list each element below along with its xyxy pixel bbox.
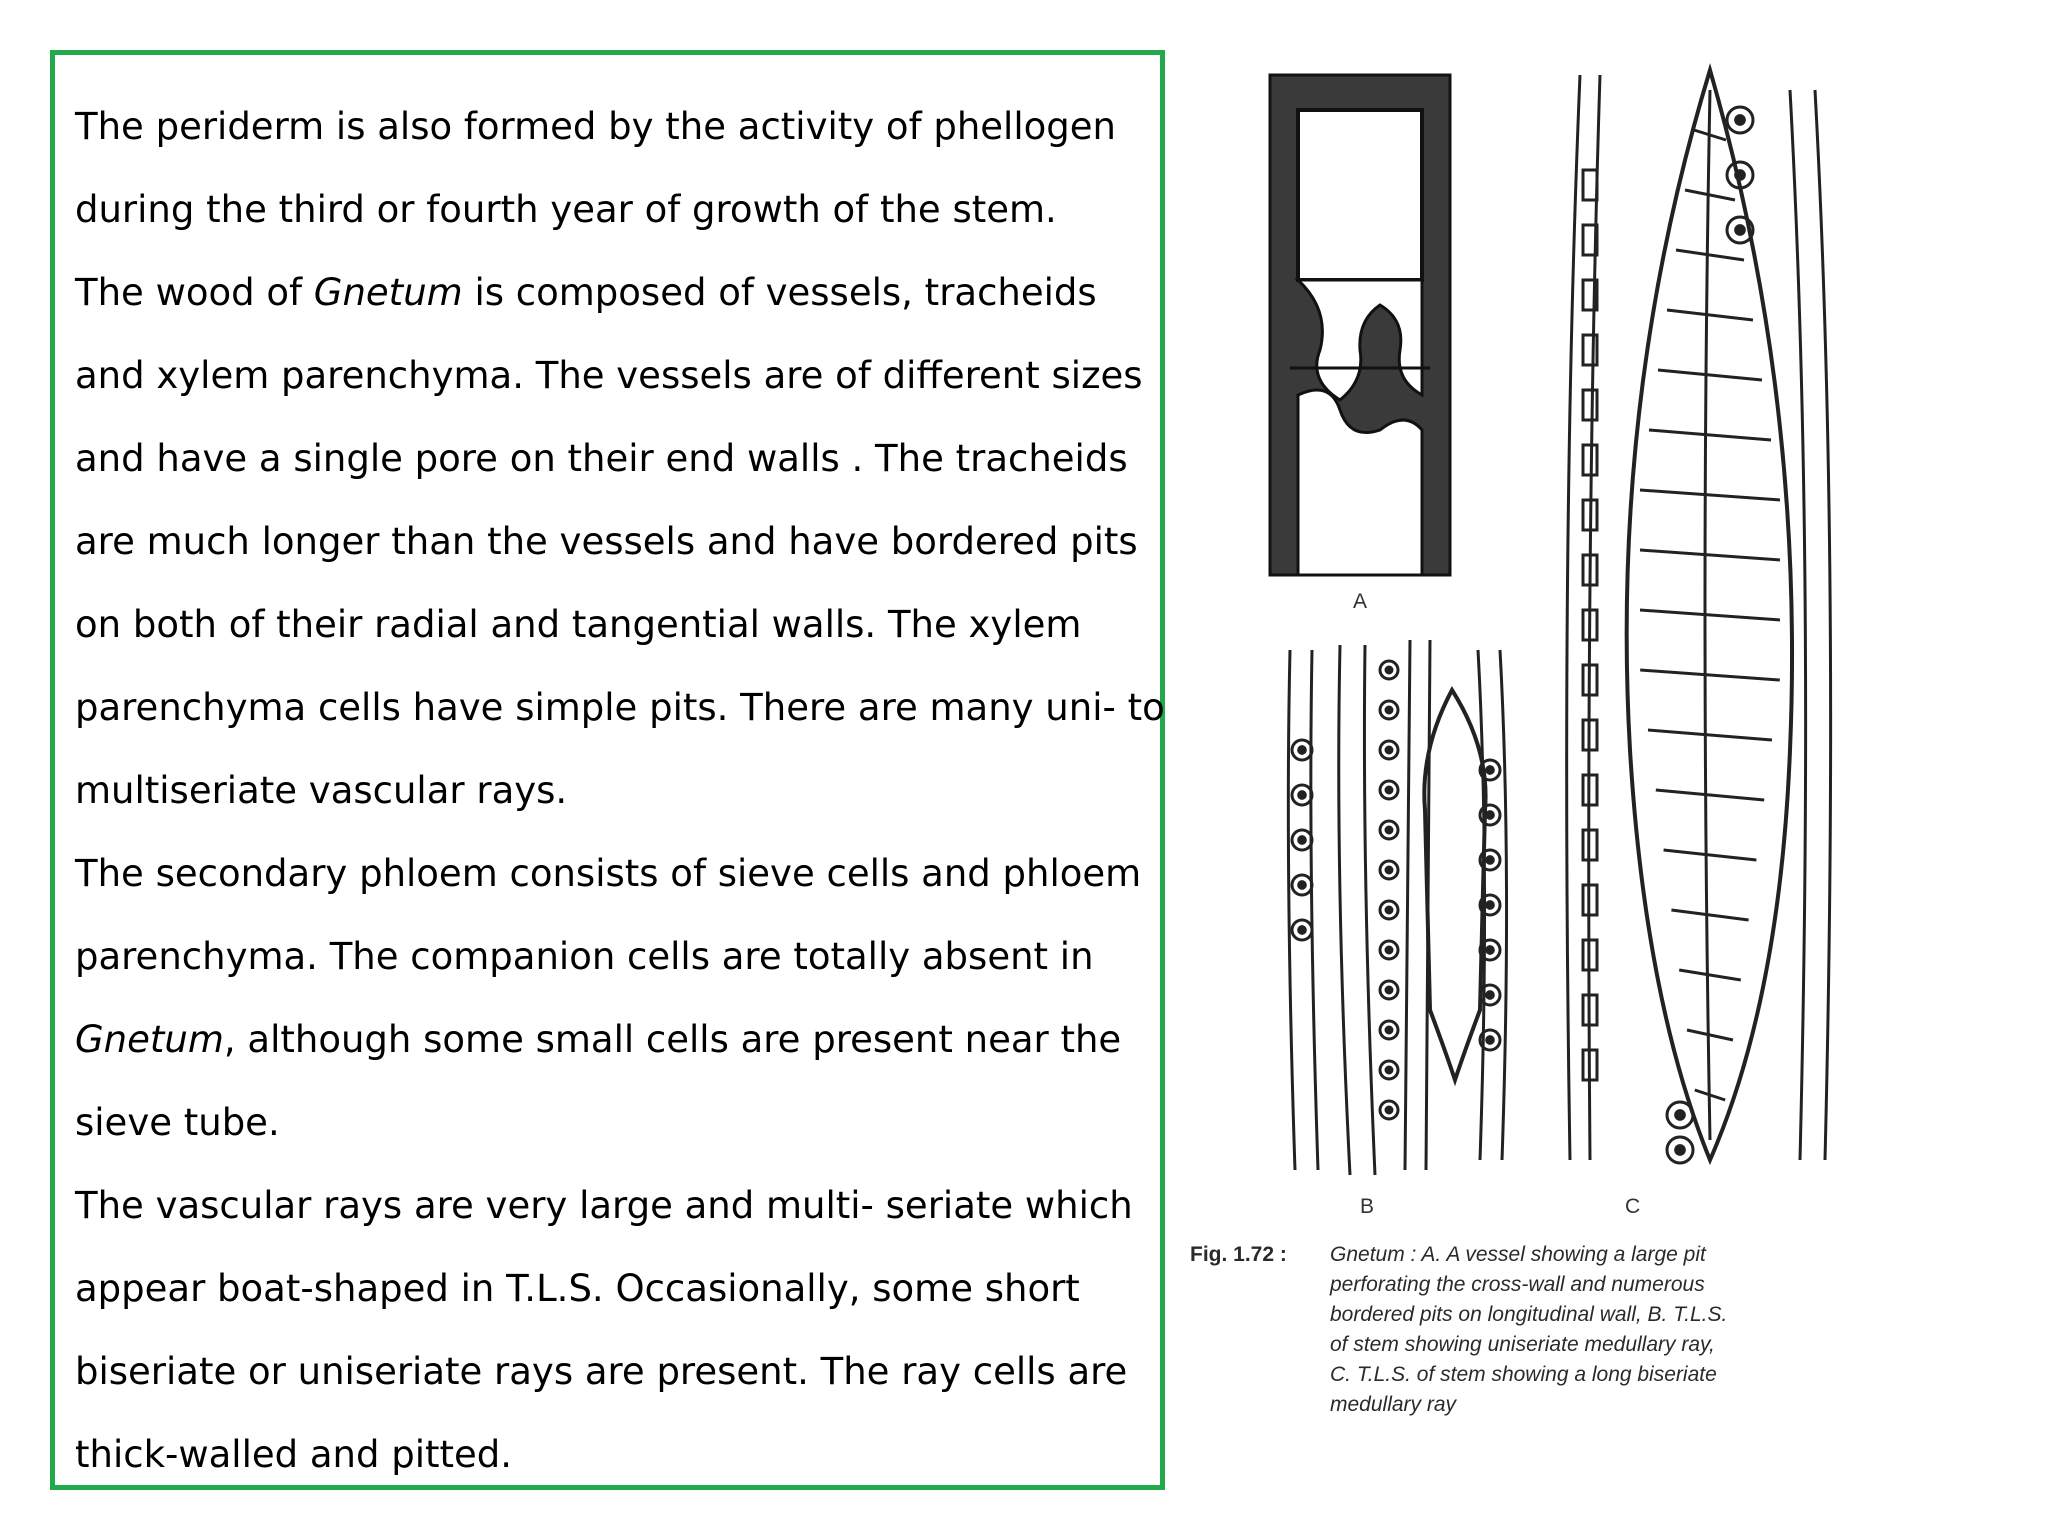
caption-line: Gnetum : A. A vessel showing a large pit	[1330, 1243, 1706, 1266]
pit-aperture	[1386, 747, 1392, 753]
pit-aperture	[1386, 1027, 1392, 1033]
ray-cell-wall	[1658, 370, 1762, 380]
pit-aperture	[1487, 767, 1494, 774]
caption-line: bordered pits on longitudinal wall, B. T.L.S.	[1330, 1303, 1728, 1326]
pit-aperture	[1299, 882, 1306, 889]
panel-c-pits	[1583, 107, 1753, 1163]
pit-aperture	[1299, 927, 1306, 934]
ray-cell-wall	[1679, 970, 1741, 980]
panel-b-uniseriate-ray	[1288, 640, 1506, 1175]
pit-aperture	[1299, 792, 1306, 799]
ray-cell-wall	[1640, 550, 1780, 560]
pit-aperture	[1487, 992, 1494, 999]
panel-b-label: B	[1360, 1195, 1375, 1218]
pit-aperture	[1487, 857, 1494, 864]
ray-cell-wall	[1685, 190, 1735, 200]
pit-aperture	[1487, 812, 1494, 819]
text-line: parenchyma. The companion cells are totally absent in	[75, 935, 1094, 978]
pit-aperture	[1676, 1146, 1685, 1155]
pit-aperture	[1487, 902, 1494, 909]
pit-aperture	[1736, 171, 1745, 180]
text-line: are much longer than the vessels and have bordered pits	[75, 520, 1138, 563]
ray-cell-wall	[1687, 1030, 1733, 1040]
ray-cell-wall	[1640, 490, 1780, 500]
text-line: The secondary phloem consists of sieve cells and phloem	[75, 852, 1142, 895]
tracheid-pit	[1583, 335, 1597, 365]
text-run: The wood of	[75, 271, 314, 314]
text-line: and xylem parenchyma. The vessels are of different sizes	[75, 354, 1143, 397]
figure-illustration	[1190, 50, 1990, 1470]
ray-cell-wall	[1664, 850, 1757, 860]
text-run: is composed of vessels, tracheids	[462, 271, 1097, 314]
pit-aperture	[1386, 707, 1392, 713]
text-line: multiseriate vascular rays.	[75, 769, 568, 812]
pit-aperture	[1299, 837, 1306, 844]
caption-line: C. T.L.S. of stem showing a long biseriate	[1330, 1363, 1717, 1386]
tracheid-pit	[1583, 390, 1597, 420]
text-line	[75, 998, 1146, 1081]
panel-a-vessel	[1270, 75, 1450, 575]
text-line: during the third or fourth year of growth of the stem.	[75, 188, 1057, 231]
text-line: biseriate or uniseriate rays are present. The ray cells are	[75, 1350, 1128, 1393]
ray-cell-wall	[1649, 430, 1771, 440]
figure-number: Fig. 1.72 :	[1190, 1243, 1287, 1266]
figure-caption-text	[1330, 1240, 1890, 1420]
pit-aperture	[1386, 667, 1392, 673]
text-panel	[50, 50, 1165, 1490]
pit-aperture	[1386, 947, 1392, 953]
pit-aperture	[1386, 1067, 1392, 1073]
pit-aperture	[1736, 226, 1745, 235]
pit-aperture	[1386, 987, 1392, 993]
caption-line: of stem showing uniseriate medullary ray,	[1330, 1333, 1715, 1356]
ray-cell-wall	[1671, 910, 1748, 920]
text-line: parenchyma cells have simple pits. There are many uni- to	[75, 686, 1165, 729]
pit-aperture	[1386, 787, 1392, 793]
caption-line: perforating the cross-wall and numerous	[1330, 1273, 1705, 1296]
text-line: and have a single pore on their end walls . The tracheids	[75, 437, 1128, 480]
ray-cell-wall	[1640, 670, 1780, 680]
text-line: appear boat-shaped in T.L.S. Occasionally, some short	[75, 1267, 1080, 1310]
text-line: sieve tube.	[75, 1101, 280, 1144]
pit-aperture	[1487, 947, 1494, 954]
panel-b-pits	[1292, 661, 1500, 1119]
pit-aperture	[1386, 827, 1392, 833]
pit-aperture	[1299, 747, 1306, 754]
ray-cell-wall	[1656, 790, 1764, 800]
pit-aperture	[1386, 1107, 1392, 1113]
pit-aperture	[1386, 907, 1392, 913]
ray-cell-wall	[1667, 310, 1753, 320]
text-line: The vascular rays are very large and multi- seriate which	[75, 1184, 1133, 1227]
panel-c-label: C	[1625, 1195, 1641, 1218]
gnetum-drawing	[1190, 50, 1990, 1230]
text-line	[75, 251, 1146, 334]
text-line: thick-walled and pitted.	[75, 1433, 513, 1476]
panel-c-biseriate-ray	[1567, 70, 1831, 1163]
pit-aperture	[1487, 1037, 1494, 1044]
ray-cell-wall	[1676, 250, 1744, 260]
ray-cell-wall	[1640, 610, 1780, 620]
genus-name: Gnetum	[313, 271, 463, 314]
text-line: on both of their radial and tangential walls. The xylem	[75, 603, 1082, 646]
tracheid-pit	[1583, 170, 1597, 200]
body-text	[75, 85, 1165, 1496]
ray-cell-wall	[1648, 730, 1772, 740]
genus-name: Gnetum	[75, 1018, 224, 1061]
caption-line: medullary ray	[1330, 1393, 1457, 1416]
pit-aperture	[1676, 1111, 1685, 1120]
text-run: , although some small cells are present near the	[223, 1018, 1122, 1061]
pit-aperture	[1736, 116, 1745, 125]
pit-aperture	[1386, 867, 1392, 873]
text-line: The periderm is also formed by the activity of phellogen	[75, 105, 1116, 148]
panel-a-label: A	[1353, 590, 1368, 613]
panel-c-ray-cells	[1640, 90, 1780, 1140]
